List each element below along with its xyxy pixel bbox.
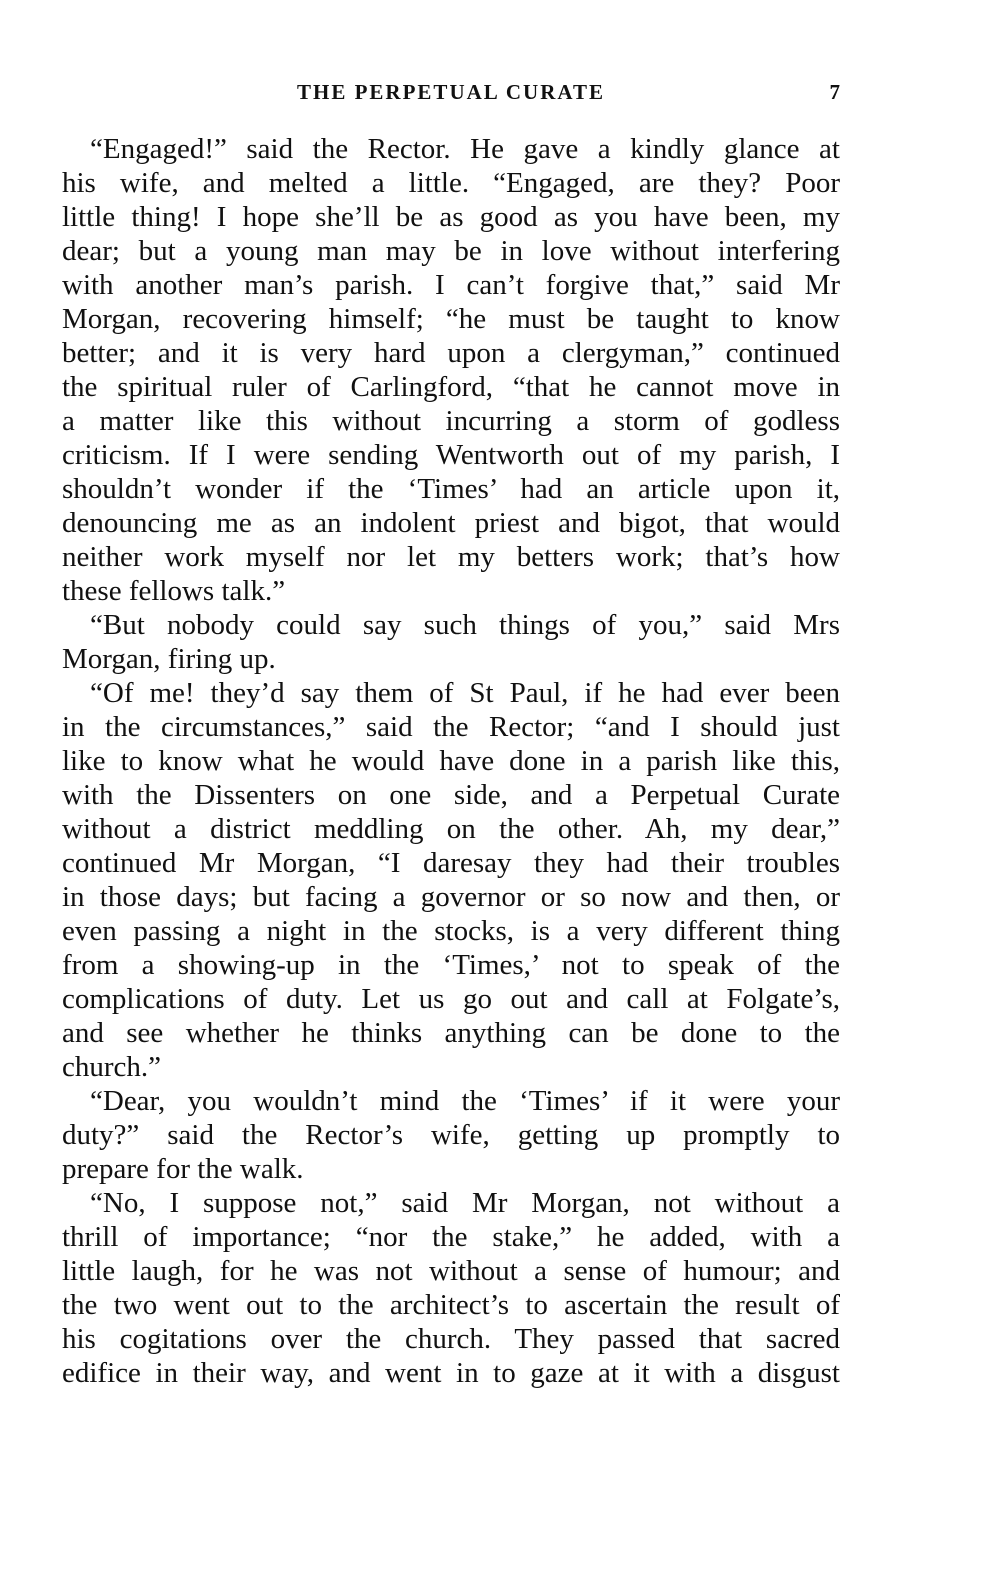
running-head [62, 80, 840, 110]
text-line: Morgan, recovering himself; “he must be taught to know [62, 303, 840, 335]
text-line: his wife, and melted a little. “Engaged, are they? Poor [62, 167, 840, 199]
text-line: even passing a night in the stocks, is a very different thing [62, 915, 840, 947]
text-line: from a showing-up in the ‘Times,’ not to speak of the [62, 949, 840, 981]
text-line: prepare for the walk. [62, 1153, 304, 1185]
text-line: with another man’s parish. I can’t forgive that,” said Mr [62, 269, 840, 301]
text-line: “Engaged!” said the Rector. He gave a kindly glance at [90, 133, 840, 165]
text-line: a matter like this without incurring a storm of godless [62, 405, 840, 437]
text-line: Morgan, firing up. [62, 643, 276, 675]
body-text [62, 132, 840, 1390]
text-line: duty?” said the Rector’s wife, getting up promptly to [62, 1119, 840, 1151]
text-line: criticism. If I were sending Wentworth out of my parish, I [62, 439, 840, 471]
text-line: his cogitations over the church. They passed that sacred [62, 1323, 840, 1355]
text-line: in the circumstances,” said the Rector; “and I should just [62, 711, 840, 743]
text-line: “But nobody could say such things of you,” said Mrs [90, 609, 840, 641]
text-line: church.” [62, 1051, 162, 1083]
text-line: without a district meddling on the other. Ah, my dear,” [62, 813, 840, 845]
text-line: shouldn’t wonder if the ‘Times’ had an article upon it, [62, 473, 840, 505]
text-line: the spiritual ruler of Carlingford, “that he cannot move in [62, 371, 840, 403]
page-number: 7 [829, 80, 840, 104]
text-line: continued Mr Morgan, “I daresay they had their troubles [62, 847, 840, 879]
text-line: “Dear, you wouldn’t mind the ‘Times’ if it were your [90, 1085, 840, 1117]
running-title: THE PERPETUAL CURATE [297, 80, 605, 104]
text-line: better; and it is very hard upon a clergyman,” continued [62, 337, 840, 369]
text-line: dear; but a young man may be in love without interfering [62, 235, 840, 267]
text-line: and see whether he thinks anything can be done to the [62, 1017, 840, 1049]
text-line: with the Dissenters on one side, and a Perpetual Curate [62, 779, 840, 811]
text-line: thrill of importance; “nor the stake,” he added, with a [62, 1221, 840, 1253]
text-line: complications of duty. Let us go out and call at Folgate’s, [62, 983, 840, 1015]
text-line: these fellows talk.” [62, 575, 286, 607]
text-line: “Of me! they’d say them of St Paul, if he had ever been [90, 677, 840, 709]
text-line: the two went out to the architect’s to ascertain the result of [62, 1289, 840, 1321]
text-line: edifice in their way, and went in to gaze at it with a disgust [62, 1357, 840, 1389]
text-line: “No, I suppose not,” said Mr Morgan, not without a [90, 1187, 840, 1219]
text-line: like to know what he would have done in a parish like this, [62, 745, 840, 777]
text-line: denouncing me as an indolent priest and bigot, that would [62, 507, 840, 539]
text-line: little laugh, for he was not without a sense of humour; and [62, 1255, 840, 1287]
text-line: in those days; but facing a governor or so now and then, or [62, 881, 840, 913]
text-line: neither work myself nor let my betters work; that’s how [62, 541, 840, 573]
text-line: little thing! I hope she’ll be as good as you have been, my [62, 201, 840, 233]
